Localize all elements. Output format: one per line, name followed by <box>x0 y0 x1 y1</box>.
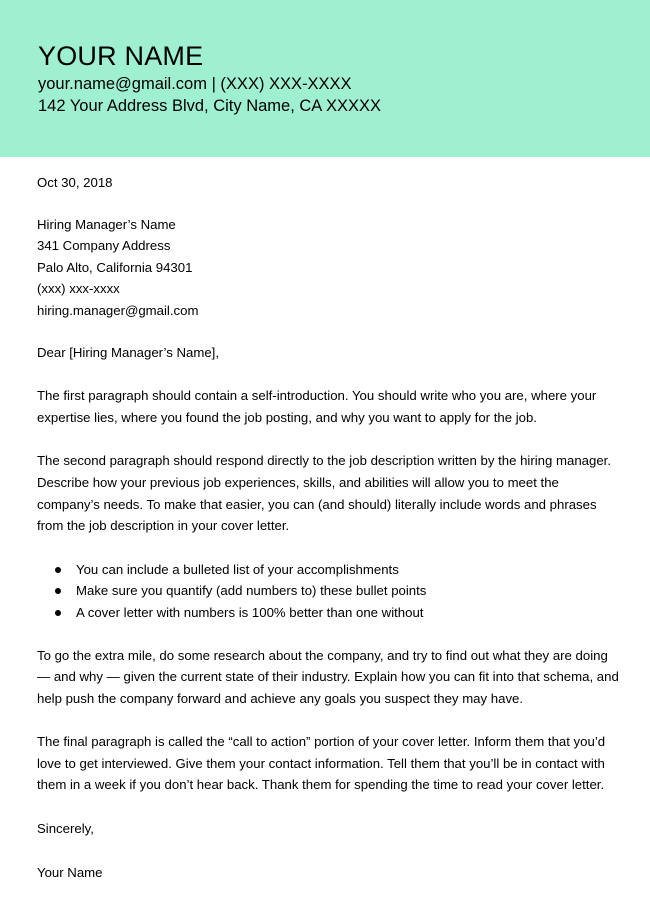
paragraph-research: To go the extra mile, do some research about the company, and try to find out what they are doing — and why — given the current state of their industry. Explain how you can fit into that schema, and help push the company forward and achieve any goals you suspect they may have. <box>37 647 619 706</box>
list-item <box>37 602 622 624</box>
paragraph-call-to-action: The final paragraph is called the “call to action” portion of your cover letter. Inform them that you’d love to get interviewed. Give them your contact information. Tell them that you’ll be in contact with them in a week if you don’t hear back. Thank them for spending the time to read your cover letter. <box>37 734 606 793</box>
list-item-text: You can include a bulleted list of your accomplishments <box>76 561 399 577</box>
list-item <box>37 580 622 602</box>
list-item-text: A cover letter with numbers is 100% better than one without <box>76 604 424 620</box>
bullet-icon <box>55 610 61 616</box>
recipient-email: hiring.manager@gmail.com <box>37 302 199 318</box>
recipient-name: Hiring Manager’s Name <box>37 216 176 232</box>
accomplishment-list <box>37 559 622 624</box>
recipient-city: Palo Alto, California 94301 <box>37 259 193 275</box>
sender-name: YOUR NAME <box>38 41 204 71</box>
paragraph-intro: The first paragraph should contain a self-introduction. You should write who you are, where your expertise lies, where you found the job posting, and why you want to apply for the job. <box>37 388 597 425</box>
list-item <box>37 559 622 581</box>
signature: Your Name <box>37 864 103 880</box>
paragraph-experience: The second paragraph should respond directly to the job description written by the hiring manager. Describe how your previous job experiences, skills, and abilities will allow you to meet the company’s needs. To make that easier, you can (and should) literally include words and phrases from the job description in your cover letter. <box>37 453 611 534</box>
sender-address: 142 Your Address Blvd, City Name, CA XXXXX <box>38 97 382 115</box>
recipient-address: 341 Company Address <box>37 238 171 254</box>
bullet-icon <box>55 567 61 573</box>
salutation: Dear [Hiring Manager’s Name], <box>37 344 220 360</box>
list-item-text: Make sure you quantify (add numbers to) these bullet points <box>76 583 427 599</box>
sender-contact: your.name@gmail.com | (XXX) XXX-XXXX <box>38 75 352 93</box>
recipient-block <box>37 214 622 322</box>
letter-date: Oct 30, 2018 <box>37 175 113 190</box>
bullet-icon <box>55 588 61 594</box>
closing: Sincerely, <box>37 821 94 837</box>
header-banner <box>0 0 650 157</box>
letter-body <box>37 172 622 883</box>
recipient-phone: (xxx) xxx-xxxx <box>37 281 120 297</box>
